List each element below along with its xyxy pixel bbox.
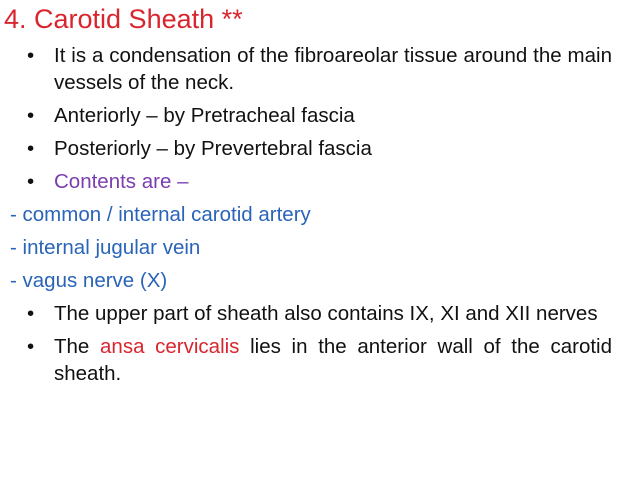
bullet-item — [24, 42, 612, 96]
slide-title: 4. Carotid Sheath ** — [4, 4, 243, 34]
contents-item: - common / internal carotid artery — [10, 203, 311, 226]
bullet-dot-icon: • — [27, 104, 35, 127]
slide-content — [10, 42, 613, 393]
bullet-dot-icon: • — [27, 302, 35, 325]
bullet-item — [24, 333, 612, 387]
bullet-dot-icon: • — [27, 170, 35, 193]
bullet-text-pre: The — [54, 335, 90, 358]
bullet-text — [54, 333, 612, 387]
bullet-item — [24, 300, 612, 327]
contents-item: - vagus nerve (X) — [10, 269, 168, 292]
bullet-dot-icon: • — [27, 44, 35, 67]
bullet-dot-icon: • — [27, 335, 35, 358]
contents-heading: Contents are – — [54, 170, 189, 193]
bullet-item — [24, 135, 612, 162]
bullet-item — [24, 102, 612, 129]
bullet-item — [24, 168, 612, 195]
bullet-text: Anteriorly – by Pretracheal fascia — [54, 104, 355, 127]
bullet-text: It is a condensation of the fibroareolar tissue around the main vessels of the neck. — [54, 44, 612, 94]
contents-item: - internal jugular vein — [10, 236, 201, 259]
bullet-dot-icon: • — [27, 137, 35, 160]
bullet-text: Posteriorly – by Prevertebral fascia — [54, 137, 372, 160]
bullet-text-post: lies in the anterior wall of the carotid sheath. — [54, 335, 613, 385]
highlight-term: ansa cervicalis — [100, 335, 240, 358]
bullet-text: The upper part of sheath also contains IX, XI and XII nerves — [54, 302, 598, 325]
